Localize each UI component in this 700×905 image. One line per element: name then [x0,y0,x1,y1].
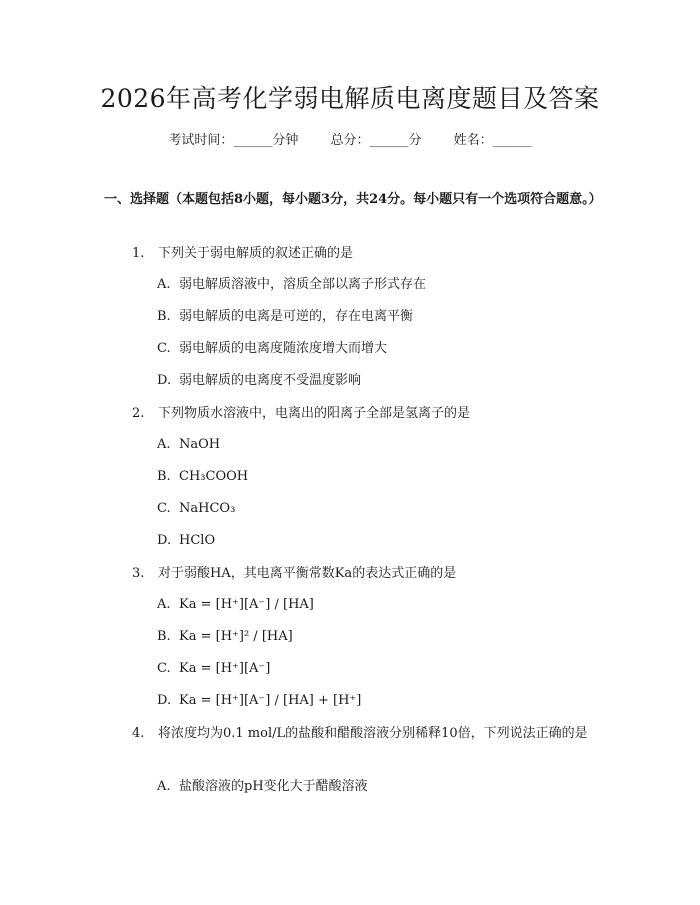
question-3 [104,562,596,585]
question-stem: 下列关于弱电解质的叙述正确的是 [158,246,354,261]
question-number: 4. [132,726,145,741]
q2-option-a [157,435,597,455]
q3-option-b [157,627,597,647]
option-label: C. [157,661,171,676]
option-text: Ka = [H⁺][A⁻] [179,661,271,676]
option-label: B. [157,629,171,644]
option-label: C. [157,501,171,516]
question-stem: 对于弱酸HA，其电离平衡常数Ka的表达式正确的是 [158,566,457,581]
student-name-field: 姓名：______ [453,133,532,148]
option-text: 弱电解质的电离是可逆的，存在电离平衡 [179,309,414,324]
option-label: D. [157,533,172,548]
q3-option-a [157,595,597,615]
q2-option-c [157,499,597,519]
option-label: A. [157,779,171,794]
q2-option-b [157,467,597,487]
q1-option-c [157,339,597,359]
question-stem: 下列物质水溶液中，电离出的阳离子全部是氢离子的是 [158,406,471,421]
section-heading: 一、选择题（本题包括8小题，每小题3分，共24分。每小题只有一个选项符合题意。） [104,192,602,207]
option-text: 弱电解质溶液中，溶质全部以离子形式存在 [179,277,427,292]
q3-option-d [157,691,597,711]
option-text: Ka = [H⁺]² / [HA] [179,629,293,644]
question-number: 3. [132,566,145,581]
question-4 [104,722,596,745]
option-text: HClO [179,533,216,548]
total-score-field: 总分：______分 [330,133,422,148]
option-text: 盐酸溶液的pH变化大于醋酸溶液 [179,779,368,794]
q2-option-d [157,531,597,551]
option-label: D. [157,373,172,388]
option-label: B. [157,309,171,324]
option-text: Ka = [H⁺][A⁻] / [HA] + [H⁺] [179,693,362,708]
option-text: Ka = [H⁺][A⁻] / [HA] [179,597,314,612]
q1-option-a [157,275,597,295]
option-label: C. [157,341,171,356]
option-label: A. [157,277,171,292]
option-label: B. [157,469,171,484]
question-1 [104,242,596,265]
option-text: NaHCO₃ [179,501,236,516]
exam-info-line [0,131,700,151]
question-2 [104,402,596,425]
option-label: A. [157,597,171,612]
option-text: 弱电解质的电离度随浓度增大而增大 [179,341,388,356]
exam-time-field: 考试时间：______分钟 [168,133,299,148]
q1-option-b [157,307,597,327]
question-stem: 将浓度均为0.1 mol/L的盐酸和醋酸溶液分别稀释10倍，下列说法正确的是 [158,726,588,741]
option-label: A. [157,437,171,452]
option-text: 弱电解质的电离度不受温度影响 [179,373,362,388]
q1-option-d [157,371,597,391]
question-number: 2. [132,406,145,421]
q4-option-a [157,777,597,797]
q3-option-c [157,659,597,679]
page-title: 2026年高考化学弱电解质电离度题目及答案 [100,84,600,113]
question-number: 1. [132,246,145,261]
option-label: D. [157,693,172,708]
option-text: CH₃COOH [179,469,249,484]
option-text: NaOH [179,437,221,452]
